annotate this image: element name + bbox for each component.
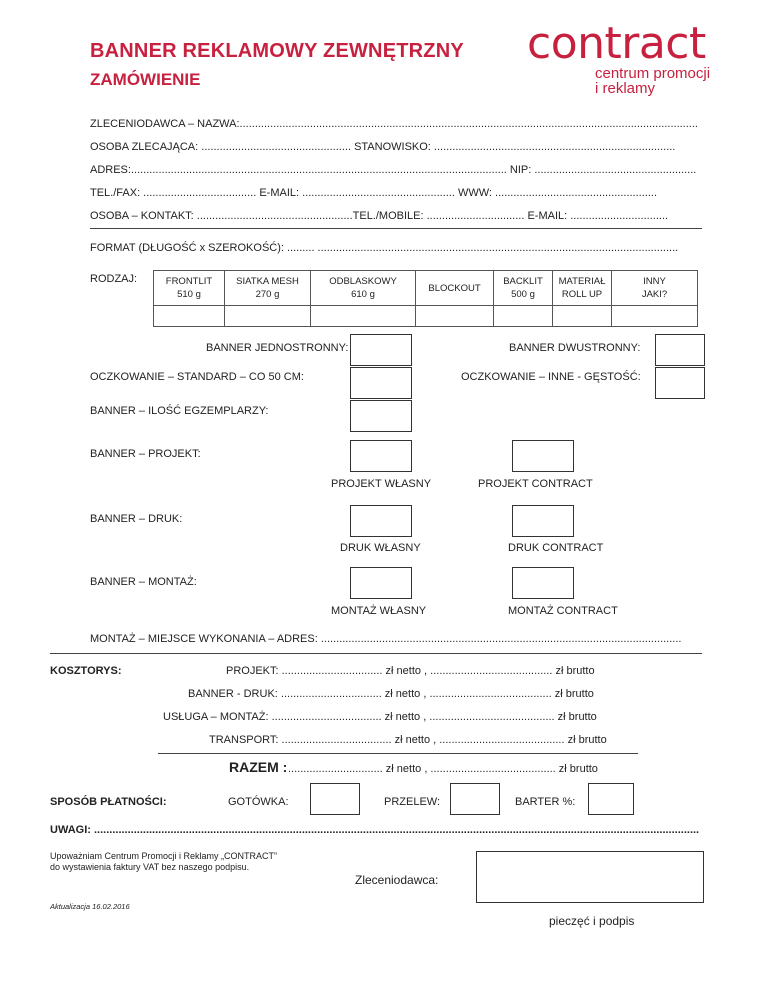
logo-tagline-1: centrum promocji bbox=[595, 65, 711, 82]
single-sided-box[interactable] bbox=[350, 334, 412, 366]
type-frontlit: FRONTLIT 510 g bbox=[154, 271, 225, 306]
own-print-label: DRUK WŁASNY bbox=[340, 542, 421, 554]
installation-label: BANNER – MONTAŻ: bbox=[90, 576, 197, 588]
type-mesh: SIATKA MESH 270 g bbox=[225, 271, 311, 306]
type-rollup: MATERIAŁ ROLL UP bbox=[553, 271, 612, 306]
double-sided-box[interactable] bbox=[655, 334, 705, 366]
type-backlit: BACKLIT 500 g bbox=[494, 271, 553, 306]
design-label: BANNER – PROJEKT: bbox=[90, 448, 201, 460]
cash-label: GOTÓWKA: bbox=[228, 796, 289, 808]
vat-authorization-text-2: do wystawienia faktury VAT bez naszego podpisu. bbox=[50, 862, 250, 872]
type-label: RODZAJ: bbox=[90, 273, 138, 285]
checkbox-frontlit[interactable] bbox=[154, 306, 225, 327]
installation-address-field[interactable]: MONTAŻ – MIEJSCE WYKONANIA – ADRES: ...................................................................................................................... bbox=[90, 633, 682, 645]
form-title: BANNER REKLAMOWY ZEWNĘTRZNY bbox=[90, 40, 464, 62]
address-field[interactable]: ADRES:........................................................................................................................... NIP: ..................................................... bbox=[90, 164, 697, 176]
payment-method-label: SPOSÓB PŁATNOŚCI: bbox=[50, 796, 167, 808]
form-subtitle: ZAMÓWIENIE bbox=[90, 70, 201, 89]
single-sided-label: BANNER JEDNOSTRONNY: bbox=[206, 342, 349, 354]
own-design-label: PROJEKT WŁASNY bbox=[331, 478, 432, 490]
contract-installation-label: MONTAŻ CONTRACT bbox=[508, 605, 618, 617]
own-design-box[interactable] bbox=[350, 440, 412, 472]
own-print-box[interactable] bbox=[350, 505, 412, 537]
checkbox-backlit[interactable] bbox=[494, 306, 553, 327]
phone-email-www-field[interactable]: TEL./FAX: ..................................... E-MAIL: .................................................. WWW: ..................................................... bbox=[90, 187, 658, 199]
checkbox-other[interactable] bbox=[612, 306, 698, 327]
last-update-text: Aktualizacja 16.02.2016 bbox=[50, 902, 130, 911]
double-sided-label: BANNER DWUSTRONNY: bbox=[509, 342, 641, 354]
eyelets-standard-box[interactable] bbox=[350, 367, 412, 399]
transfer-box[interactable] bbox=[450, 783, 500, 815]
total-label: RAZEM : bbox=[229, 759, 288, 775]
client-name-field[interactable]: ZLECENIODAWCA – NAZWA:...................................................................................................................................................... bbox=[90, 118, 698, 130]
ordering-person-field[interactable]: OSOBA ZLECAJĄCA: ................................................. STANOWISKO: ............................................................................... bbox=[90, 141, 676, 153]
checkbox-rollup[interactable] bbox=[553, 306, 612, 327]
contract-design-box[interactable] bbox=[512, 440, 574, 472]
cost-row-transport[interactable]: TRANSPORT: .................................... zł netto , ......................................... zł brutto bbox=[209, 734, 607, 746]
type-other: INNY JAKI? bbox=[612, 271, 698, 306]
cost-row-print[interactable]: BANNER - DRUK: ................................. zł netto , ........................................ zł brutto bbox=[188, 688, 594, 700]
contact-person-field[interactable]: OSOBA – KONTAKT: ...................................................TEL./MOBILE: ................................ E-MAIL: ................................ bbox=[90, 210, 669, 222]
contract-design-label: PROJEKT CONTRACT bbox=[478, 478, 593, 490]
divider bbox=[90, 228, 702, 229]
quantity-box[interactable] bbox=[350, 400, 412, 432]
cost-row-design[interactable]: PROJEKT: ................................. zł netto , ........................................ zł brutto bbox=[226, 665, 595, 677]
own-installation-box[interactable] bbox=[350, 567, 412, 599]
client-signature-label: Zleceniodawca: bbox=[355, 873, 439, 887]
type-reflective: ODBLASKOWY 610 g bbox=[311, 271, 416, 306]
signature-box[interactable] bbox=[476, 851, 704, 903]
transfer-label: PRZELEW: bbox=[384, 796, 441, 808]
notes-field[interactable]: UWAGI: ...................................................................................................................................................................................................... bbox=[50, 824, 700, 836]
eyelets-other-box[interactable] bbox=[655, 367, 705, 399]
stamp-signature-label: pieczęć i podpis bbox=[549, 914, 635, 928]
eyelets-other-label: OCZKOWANIE – INNE - GĘSTOŚĆ: bbox=[461, 371, 641, 383]
total-row[interactable]: ............................... zł netto , ......................................... zł brutto bbox=[288, 763, 598, 775]
print-label: BANNER – DRUK: bbox=[90, 513, 183, 525]
contract-installation-box[interactable] bbox=[512, 567, 574, 599]
logo-tagline-2: i reklamy bbox=[595, 80, 656, 97]
barter-box[interactable] bbox=[588, 783, 634, 815]
own-installation-label: MONTAŻ WŁASNY bbox=[331, 605, 427, 617]
banner-type-table bbox=[153, 270, 698, 327]
cash-box[interactable] bbox=[310, 783, 360, 815]
checkbox-mesh[interactable] bbox=[225, 306, 311, 327]
quantity-label: BANNER – ILOŚĆ EGZEMPLARZY: bbox=[90, 405, 269, 417]
total-divider bbox=[158, 753, 638, 754]
barter-label: BARTER %: bbox=[515, 796, 576, 808]
eyelets-standard-label: OCZKOWANIE – STANDARD – CO 50 CM: bbox=[90, 371, 304, 383]
contract-print-box[interactable] bbox=[512, 505, 574, 537]
cost-row-installation[interactable]: USŁUGA – MONTAŻ: .................................... zł netto , ......................................... zł brutto bbox=[163, 711, 597, 723]
contract-print-label: DRUK CONTRACT bbox=[508, 542, 604, 554]
vat-authorization-text: Upoważniam Centrum Promocji i Reklamy „CONTRACT” bbox=[50, 851, 278, 861]
divider bbox=[50, 653, 702, 654]
format-field[interactable]: FORMAT (DŁUGOŚĆ x SZEROKOŚĆ): ......... ...................................................................................................................... bbox=[90, 242, 679, 254]
checkbox-reflective[interactable] bbox=[311, 306, 416, 327]
checkbox-blockout[interactable] bbox=[416, 306, 494, 327]
cost-estimate-label: KOSZTORYS: bbox=[50, 665, 122, 677]
logo-wordmark: contract bbox=[527, 18, 706, 69]
type-blockout: BLOCKOUT bbox=[416, 271, 494, 306]
